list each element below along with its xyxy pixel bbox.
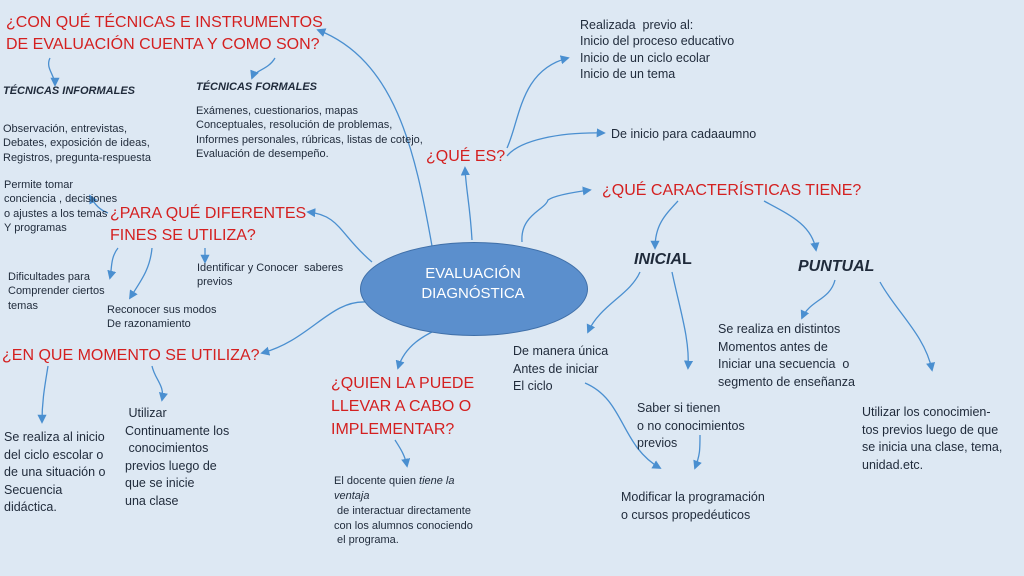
caracteristica-puntual-label: PUNTUAL bbox=[798, 258, 875, 275]
que-es-realizada-text: Realizada previo al: Inicio del proceso educativo Inicio de un ciclo ecolar Inicio de un tema bbox=[580, 18, 735, 81]
tecnicas-informales-text: Observación, entrevistas, Debates, exposición de ideas, Registros, pregunta-respuesta bbox=[3, 123, 151, 164]
arrow-to-inicio bbox=[42, 366, 48, 422]
question-para-que: ¿PARA QUÉ DIFERENTES FINES SE UTILIZA? bbox=[110, 205, 307, 244]
para-que-permite-text: Permite tomar conciencia , decisiones o ajustes a los temas Y programas bbox=[4, 179, 118, 234]
puntual-utilizar-text: Utilizar los conocimien- tos previos luego de que se inicia una clase, tema, unidad.etc. bbox=[862, 405, 1003, 472]
para-que-dificultades-text: Dificultades para Comprender ciertos temas bbox=[8, 271, 105, 312]
arrow-to-utilizar bbox=[880, 282, 932, 370]
caracteristica-inicial-label: INICIAL bbox=[634, 251, 692, 268]
arrow-to-continuamente bbox=[152, 366, 163, 400]
arrow-center-to-momento bbox=[262, 302, 366, 353]
arrow-center-to-que-es bbox=[465, 168, 472, 240]
arrow-center-to-caracteristicas bbox=[522, 190, 590, 242]
arrow-to-manera-unica bbox=[588, 272, 640, 332]
question-caracteristicas: ¿QUÉ CARACTERÍSTICAS TIENE? bbox=[602, 182, 862, 199]
puntual-distintos-text: Se realiza en distintos Momentos antes de Iniciar una secuencia o segmento de enseñanza bbox=[718, 322, 855, 389]
arrow-to-dificultades bbox=[110, 248, 118, 278]
question-tecnicas: ¿CON QUÉ TÉCNICAS E INSTRUMENTOS DE EVALUACIÓN CUENTA Y COMO SON? bbox=[6, 14, 323, 53]
que-es-de-inicio-text: De inicio para cadaaumno bbox=[611, 127, 757, 141]
tecnicas-formales-text: Exámenes, cuestionarios, mapas Conceptuales, resolución de problemas, Informes personales, rúbricas, listas de cotejo, Evaluación de desempeño. bbox=[196, 105, 423, 160]
inicial-modificar-text: Modificar la programación o cursos propedéuticos bbox=[621, 490, 765, 523]
arrow-to-reconocer bbox=[130, 248, 152, 298]
arrow-to-realizada bbox=[507, 58, 568, 148]
para-que-identificar-text: Identificar y Conocer saberes previos bbox=[197, 262, 344, 289]
arrow-to-de-inicio bbox=[507, 133, 604, 156]
arrow-to-puntual bbox=[764, 201, 816, 250]
quien-docente-text: El docente quien tiene la ventaja de interactuar directamente con los alumnos conociendo el programa. bbox=[334, 475, 473, 547]
central-node-label: EVALUACIÓN DIAGNÓSTICA bbox=[421, 265, 525, 303]
inicial-manera-unica-text: De manera única Antes de iniciar El ciclo bbox=[513, 344, 609, 393]
arrow-to-docente bbox=[395, 440, 407, 466]
question-quien: ¿QUIEN LA PUEDE LLEVAR A CABO O IMPLEMENTAR? bbox=[331, 375, 475, 439]
tecnicas-formales-title: TÉCNICAS FORMALES bbox=[196, 81, 317, 93]
arrow-to-inicial bbox=[655, 201, 678, 248]
para-que-reconocer-text: Reconocer sus modos De razonamiento bbox=[107, 304, 217, 331]
momento-inicio-text: Se realiza al inicio del ciclo escolar o de una situación o Secuencia didáctica. bbox=[4, 430, 106, 514]
arrow-to-saber bbox=[672, 272, 688, 368]
arrow-to-formales bbox=[252, 58, 275, 78]
inicial-saber-text: Saber si tienen o no conocimientos previos bbox=[637, 401, 745, 450]
tecnicas-informales-title: TÉCNICAS INFORMALES bbox=[3, 85, 135, 97]
momento-continuamente-text: Utilizar Continuamente los conocimientos previos luego de que se inicie una clase bbox=[125, 406, 230, 508]
arrow-to-informales bbox=[49, 58, 55, 85]
arrow-to-distintos bbox=[802, 280, 835, 318]
question-que-es: ¿QUÉ ES? bbox=[426, 148, 506, 165]
arrow-center-to-para-que bbox=[308, 212, 372, 262]
question-momento: ¿EN QUE MOMENTO SE UTILIZA? bbox=[2, 347, 260, 364]
arrow-center-to-quien bbox=[398, 328, 440, 368]
